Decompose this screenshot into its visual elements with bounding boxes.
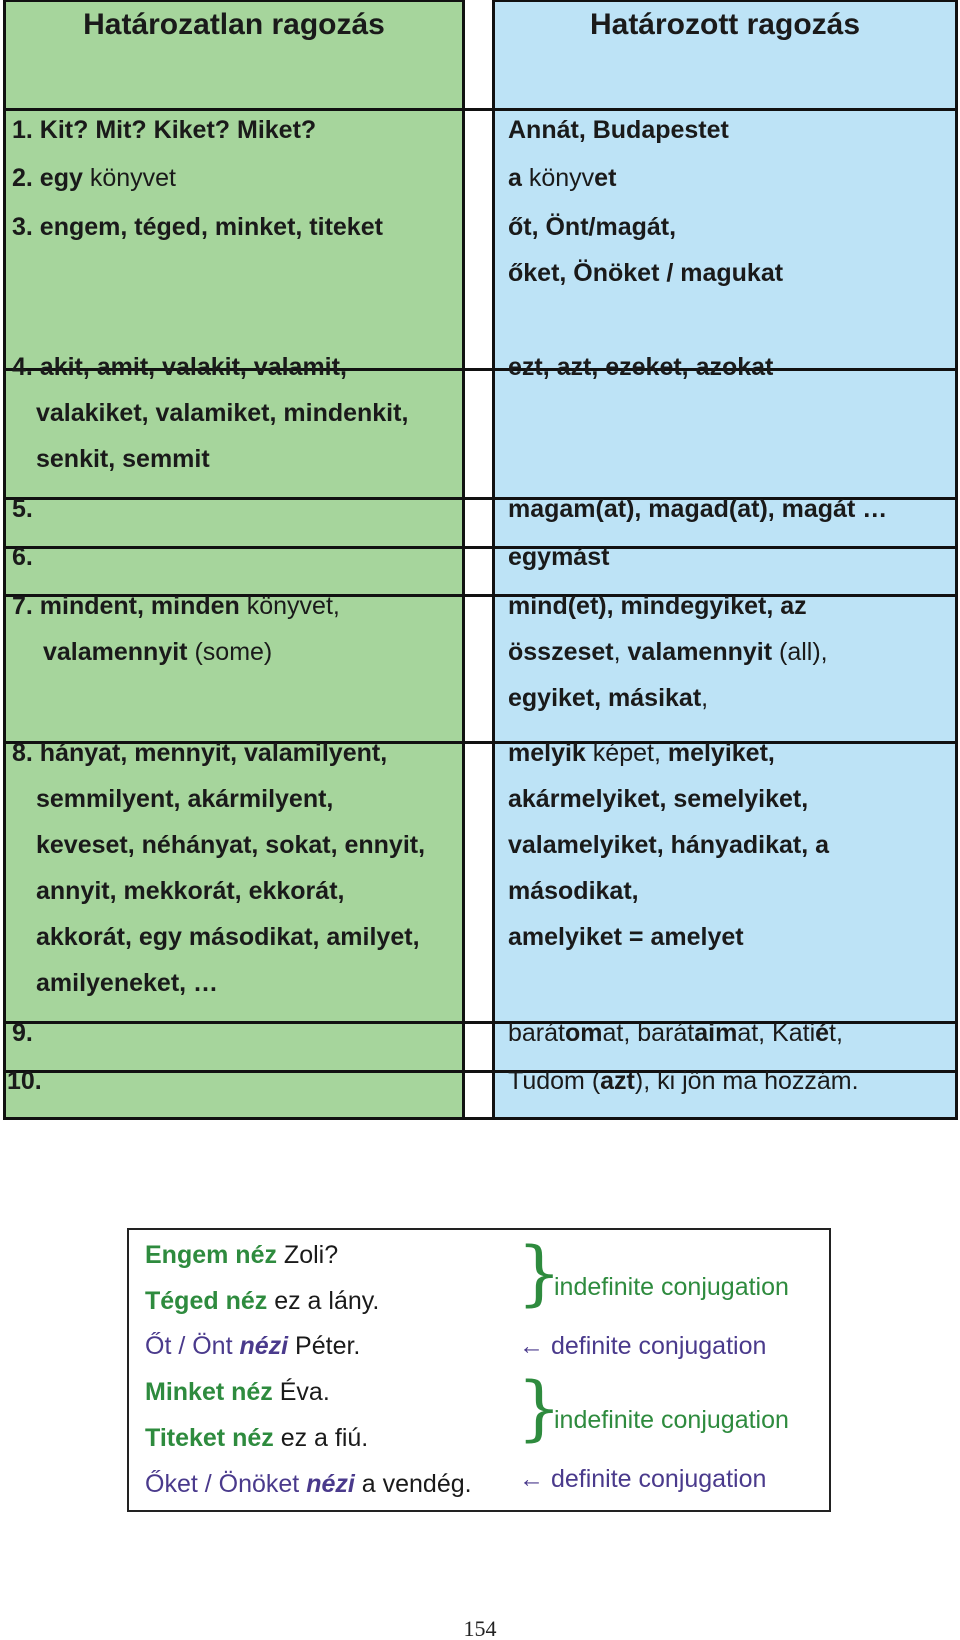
brace-icon: } (517, 1367, 562, 1449)
row7-left-line2: valamennyit (some) (43, 638, 273, 666)
example-line: Őket / Önöket nézi a vendég. (145, 1470, 472, 1498)
row2-right: a könyvet (508, 164, 617, 192)
row7-left-line1: 7. mindent, minden könyvet, (12, 592, 340, 620)
row7-right-line2: összeset, valamennyit (all), (508, 638, 828, 666)
row3-left: 3. engem, téged, minket, titeket (12, 213, 383, 241)
row5-right: magam(at), magad(at), magát … (508, 495, 888, 523)
row8-left-line2: semmilyent, akármilyent, (36, 785, 334, 813)
row6-right: egymást (508, 543, 610, 571)
row8-left-line5: akkorát, egy másodikat, amilyet, (36, 923, 420, 951)
brace-icon: } (517, 1232, 562, 1314)
row8-left-line4: annyit, mekkorát, ekkorát, (36, 877, 345, 905)
row4-right: ezt, azt, ezeket, azokat (508, 353, 774, 381)
row7-right-line1: mind(et), mindegyiket, az (508, 592, 807, 620)
note-indefinite: indefinite conjugation (554, 1406, 789, 1434)
note-definite: ← definite conjugation (519, 1332, 767, 1360)
row4-left-line3: senkit, semmit (36, 445, 210, 473)
row8-right-line4: másodikat, (508, 877, 639, 905)
row8-right-line5: amelyiket = amelyet (508, 923, 744, 951)
note-definite: ← definite conjugation (519, 1465, 767, 1493)
header-definite: Határozott ragozás (589, 8, 861, 41)
page-number: 154 (463, 1616, 497, 1640)
example-line: Minket néz Éva. (145, 1378, 330, 1406)
row2-left: 2. egy könyvet (12, 164, 176, 192)
row8-right-line2: akármelyiket, semelyiket, (508, 785, 809, 813)
examples-box (127, 1228, 831, 1512)
conjugation-table (3, 0, 958, 1120)
example-line: Engem néz Zoli? (145, 1241, 339, 1269)
header-indefinite: Határozatlan ragozás (83, 8, 385, 41)
row8-right-line3: valamelyiket, hányadikat, a (508, 831, 830, 859)
row7-right-line3: egyiket, másikat, (508, 684, 709, 712)
row3-right-line1: őt, Önt/magát, (508, 213, 677, 241)
note-indefinite: indefinite conjugation (554, 1273, 789, 1301)
row4-left-line2: valakiket, valamiket, mindenkit, (36, 399, 409, 427)
row1-left: 1. Kit? Mit? Kiket? Miket? (12, 116, 317, 144)
row9-left: 9. (12, 1019, 33, 1047)
row9-right: barátomat, barátaimat, Katiét, (508, 1019, 843, 1047)
row1-right: Annát, Budapestet (508, 116, 729, 144)
example-line: Őt / Önt nézi Péter. (145, 1332, 361, 1360)
row5-left: 5. (12, 495, 33, 523)
row3-right-line2: őket, Önöket / magukat (508, 259, 784, 287)
row4-left-line1: 4. akit, amit, valakit, valamit, (12, 353, 347, 381)
example-line: Titeket néz ez a fiú. (145, 1424, 369, 1452)
row10-right: Tudom (azt), ki jön ma hozzám. (508, 1067, 859, 1095)
row8-left-line3: keveset, néhányat, sokat, ennyit, (36, 831, 426, 859)
row8-left-line6: amilyeneket, … (36, 969, 219, 997)
example-line: Téged néz ez a lány. (145, 1287, 380, 1315)
row8-left-line1: 8. hányat, mennyit, valamilyent, (12, 739, 388, 767)
divider (3, 546, 958, 549)
row10-left: 10. (7, 1067, 42, 1095)
row6-left: 6. (12, 543, 33, 571)
row8-right-line1: melyik képet, melyiket, (508, 739, 775, 767)
column-gap (465, 0, 492, 1120)
